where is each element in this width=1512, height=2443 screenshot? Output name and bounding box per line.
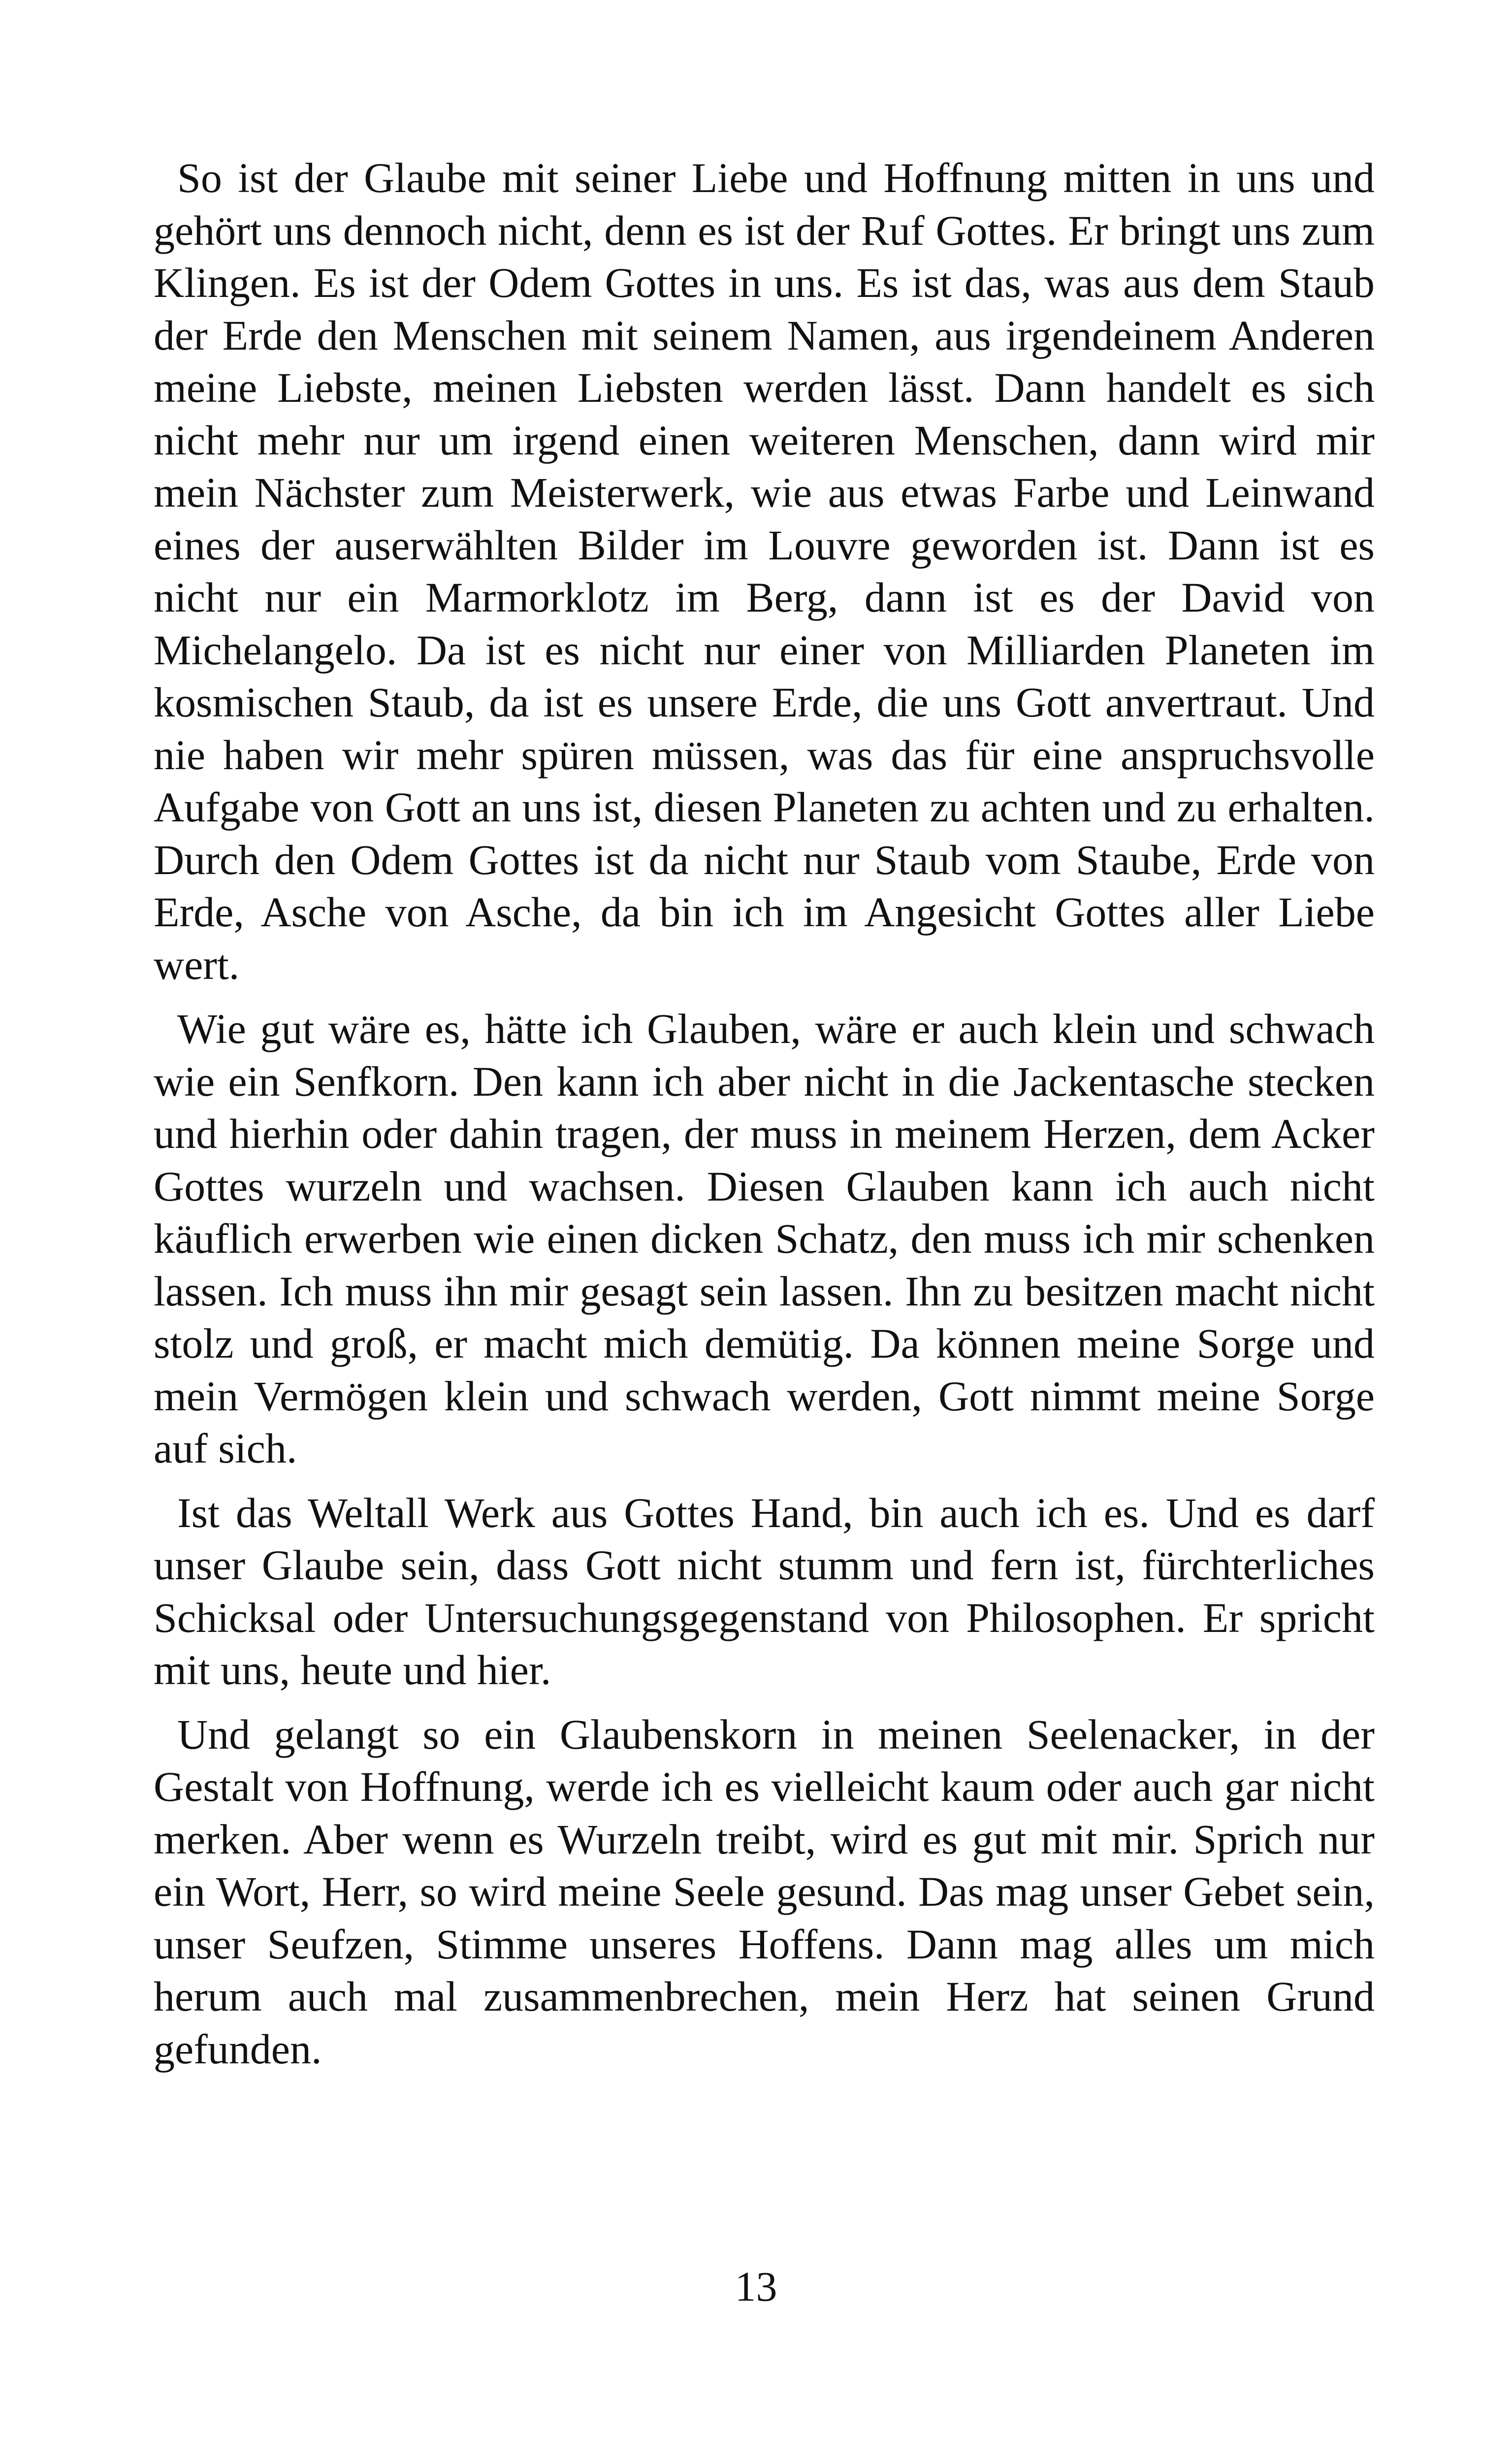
page-number: 13	[735, 2263, 777, 2310]
page-text-body	[154, 152, 1375, 2087]
paragraph-3: Ist das Weltall Werk aus Gottes Hand, bin auch ich es. Und es darf unser Glaube sein, dass Gott nicht stumm und fern ist, fürchterliches Schicksal oder Untersuchungsgegenstand von Philosophen. Er spricht mit uns, heute und hier.	[154, 1489, 1375, 1694]
paragraph-2: Wie gut wäre es, hätte ich Glauben, wäre er auch klein und schwach wie ein Senfkorn. Den kann ich aber nicht in die Jackentasche stecken und hierhin oder dahin tragen, der muss in meinem Herzen, dem Acker Gottes wurzeln und wachsen. Diesen Glauben kann ich auch nicht käuflich erwerben wie einen dicken Schatz, den muss ich mir schenken lassen. Ich muss ihn mir gesagt sein lassen. Ihn zu besitzen macht nicht stolz und groß, er macht mich demütig. Da können meine Sorge und mein Vermögen klein und schwach werden, Gott nimmt meine Sorge auf sich.	[154, 1005, 1375, 1472]
paragraph-1: So ist der Glaube mit seiner Liebe und Hoffnung mitten in uns und gehört uns dennoch nicht, denn es ist der Ruf Gottes. Er bringt uns zum Klingen. Es ist der Odem Gottes in uns. Es ist das, was aus dem Staub der Erde den Menschen mit seinem Namen, aus irgendeinem Anderen meine Liebste, meinen Liebsten werden lässt. Dann handelt es sich nicht mehr nur um irgend einen weiteren Menschen, dann wird mir mein Nächster zum Meisterwerk, wie aus etwas Farbe und Leinwand eines der auserwählten Bilder im Louvre geworden ist. Dann ist es nicht nur ein Marmorklotz im Berg, dann ist es der David von Michelangelo. Da ist es nicht nur einer von Milliarden Planeten im kosmischen Staub, da ist es unsere Erde, die uns Gott anvertraut. Und nie haben wir mehr spüren müssen, was das für eine anspruchsvolle Aufgabe von Gott an uns ist, diesen Planeten zu achten und zu erhalten. Durch den Odem Gottes ist da nicht nur Staub vom Staube, Erde von Erde, Asche von Asche, da bin ich im Angesicht Gottes aller Liebe wert.	[154, 154, 1375, 988]
paragraph-4: Und gelangt so ein Glaubenskorn in meinen Seelenacker, in der Gestalt von Hoffnung, werde ich es vielleicht kaum oder auch gar nicht merken. Aber wenn es Wurzeln treibt, wird es gut mit mir. Sprich nur ein Wort, Herr, so wird meine Seele gesund. Das mag unser Gebet sein, unser Seufzen, Stimme unseres Hoffens. Dann mag alles um mich herum auch mal zusammenbrechen, mein Herz hat seinen Grund gefunden.	[154, 1710, 1375, 2073]
